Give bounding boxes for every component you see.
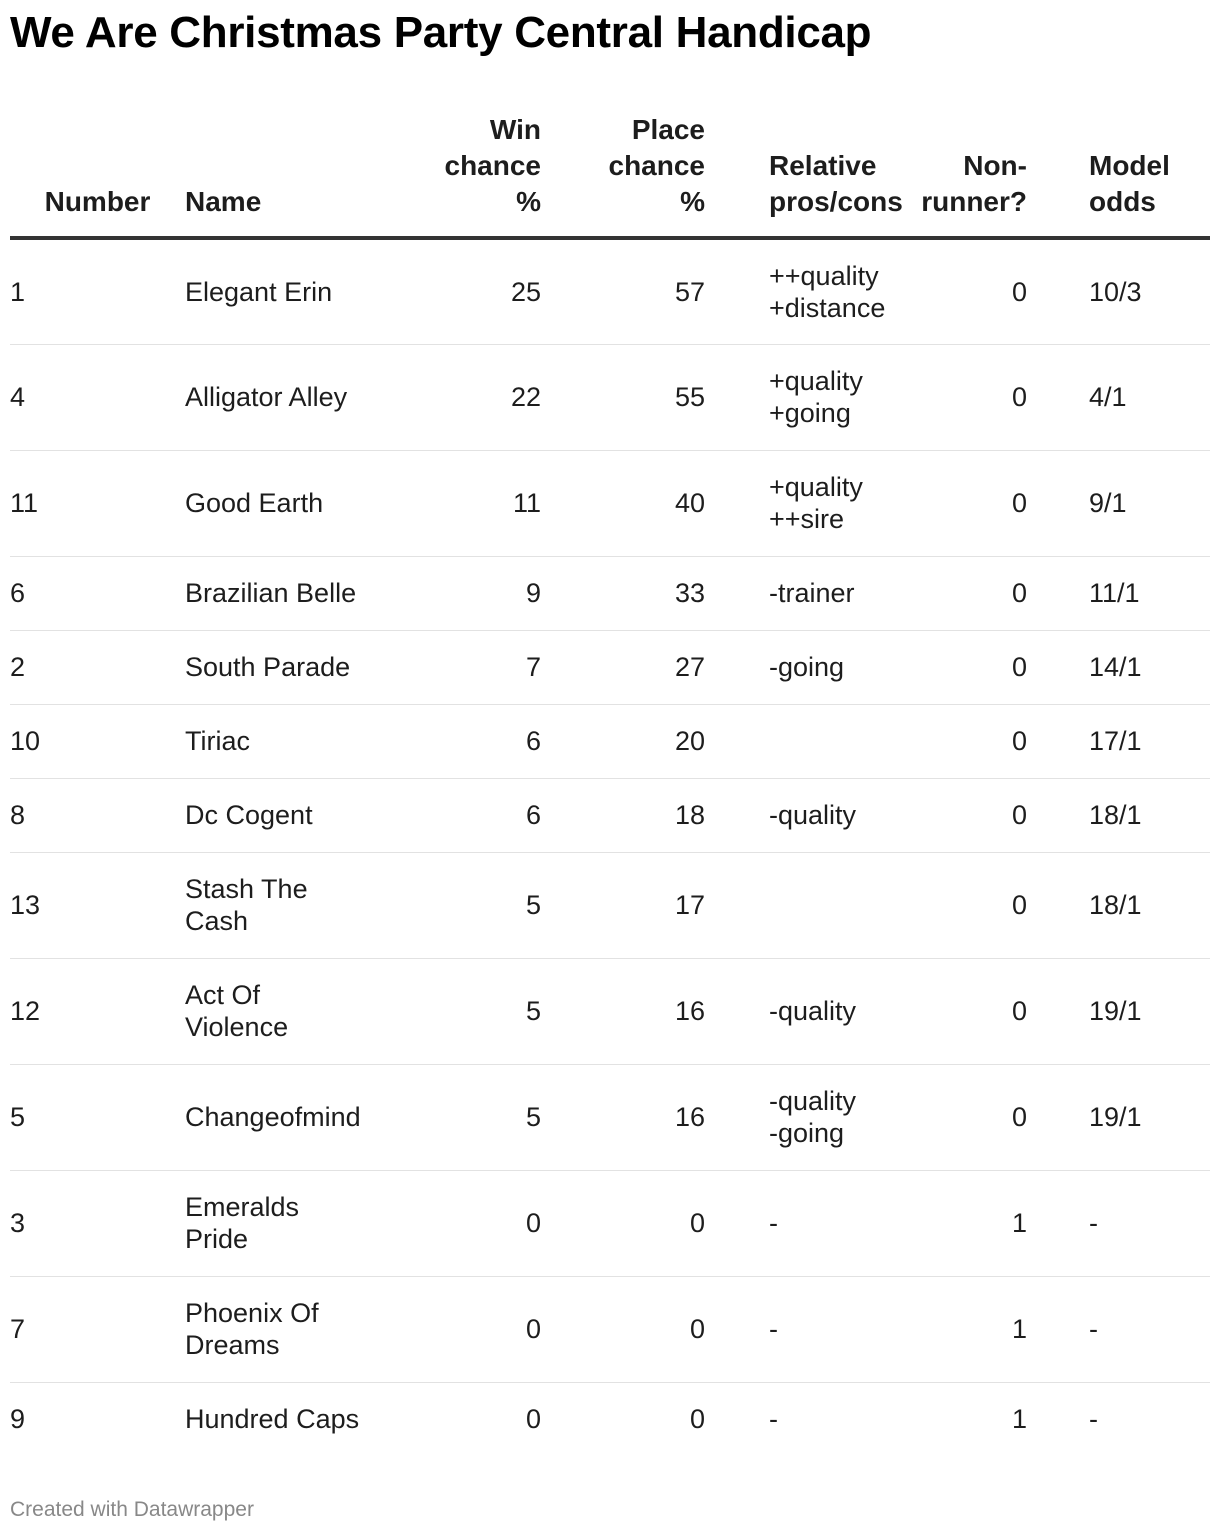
cell-odds: - (1089, 1404, 1098, 1435)
cell-win: 6 (395, 704, 546, 778)
cell-pros (710, 344, 890, 450)
table-row (10, 704, 1210, 778)
table-body (10, 238, 1210, 1456)
name-line: Cash (185, 906, 249, 936)
cell-odds: 9/1 (1073, 450, 1210, 556)
cell-pros (710, 450, 890, 556)
table-row (10, 450, 1210, 556)
table-row (10, 958, 1210, 1064)
cell-name (185, 1382, 395, 1456)
cell-win: 7 (395, 630, 546, 704)
cell-win: 5 (395, 852, 546, 958)
header-nr: Non- runner? (890, 112, 1073, 238)
table-row (10, 556, 1210, 630)
cell-place: 27 (546, 630, 710, 704)
cell-win: 9 (395, 556, 546, 630)
cell-nr: 0 (890, 1064, 1073, 1170)
header-row (10, 112, 1210, 238)
cell-place: 16 (546, 1064, 710, 1170)
cell-name (185, 704, 395, 778)
pros-line: - (769, 1404, 778, 1435)
cell-place: 18 (546, 778, 710, 852)
cell-number: 3 (10, 1170, 185, 1276)
header-pros: Relative pros/cons (710, 112, 890, 238)
cell-number: 10 (10, 704, 185, 778)
cell-pros (710, 1276, 890, 1382)
name-line: Hundred Caps (185, 1404, 360, 1435)
cell-pros (710, 556, 890, 630)
cell-odds: 18/1 (1073, 778, 1210, 852)
name-line: South Parade (185, 652, 351, 682)
name-line: Elegant Erin (185, 276, 333, 307)
cell-odds: 11/1 (1073, 556, 1210, 630)
cell-nr: 0 (890, 958, 1073, 1064)
cell-name (185, 958, 395, 1064)
cell-win: 6 (395, 778, 546, 852)
pros-line: - (769, 1314, 778, 1344)
cell-number: 2 (10, 630, 185, 704)
cell-number: 1 (10, 238, 185, 344)
name-line: Dc Cogent (185, 800, 313, 830)
pros-line: ++sire (769, 504, 845, 534)
table-row (10, 1064, 1210, 1170)
cell-odds: 10/3 (1073, 238, 1210, 344)
cell-nr: 0 (890, 704, 1073, 778)
footer-credit: Created with Datawrapper (10, 1498, 254, 1521)
cell-pros (710, 852, 890, 958)
name-line: Stash The (185, 874, 308, 904)
table-row (10, 1276, 1210, 1382)
pros-line: -quality (769, 996, 857, 1026)
pros-line: +going (769, 398, 851, 428)
cell-place: 0 (546, 1276, 710, 1382)
header-number: Number (10, 112, 185, 238)
cell-pros (710, 704, 890, 778)
cell-number: 4 (10, 344, 185, 450)
pros-line: +distance (769, 292, 886, 323)
cell-nr: 0 (890, 778, 1073, 852)
header-name: Name (185, 112, 395, 238)
table-row (10, 630, 1210, 704)
cell-name (185, 344, 395, 450)
pros-line: +quality (769, 472, 863, 502)
cell-nr: 0 (890, 238, 1073, 344)
name-line: Act Of (185, 980, 261, 1010)
header-odds: Model odds (1073, 112, 1210, 238)
cell-pros (710, 1382, 890, 1456)
cell-pros (710, 1170, 890, 1276)
cell-place: 20 (546, 704, 710, 778)
cell-pros (710, 958, 890, 1064)
cell-win: 25 (395, 238, 546, 344)
pros-line: -trainer (769, 578, 855, 608)
cell-nr: 0 (890, 450, 1073, 556)
name-line: Brazilian Belle (185, 578, 357, 608)
pros-line: ++quality (769, 260, 879, 291)
name-line: Emeralds (185, 1192, 300, 1222)
cell-win: 5 (395, 958, 546, 1064)
cell-win: 0 (395, 1276, 546, 1382)
cell-nr: 1 (890, 1170, 1073, 1276)
cell-odds: 19/1 (1073, 958, 1210, 1064)
cell-name (185, 630, 395, 704)
cell-number: 12 (10, 958, 185, 1064)
cell-pros (710, 630, 890, 704)
cell-name (185, 1170, 395, 1276)
cell-odds: - (1073, 1170, 1210, 1276)
table-row (10, 852, 1210, 958)
cell-nr: 0 (890, 630, 1073, 704)
header-win: Win chance % (395, 112, 546, 238)
cell-win: 5 (395, 1064, 546, 1170)
cell-number: 13 (10, 852, 185, 958)
pros-line: - (769, 1208, 778, 1238)
table-container (10, 112, 1210, 1456)
table-row (10, 1382, 1210, 1456)
cell-place: 0 (689, 1404, 705, 1435)
cell-odds: 4/1 (1073, 344, 1210, 450)
cell-nr: 0 (890, 556, 1073, 630)
chart-title: We Are Christmas Party Central Handicap (10, 8, 872, 57)
cell-place: 57 (546, 238, 710, 344)
cell-nr: 1 (890, 1276, 1073, 1382)
pros-line: -going (769, 652, 845, 682)
pros-line: +quality (769, 366, 863, 396)
table-row (10, 238, 1210, 344)
cell-number: 7 (10, 1276, 185, 1382)
cell-win: 22 (395, 344, 546, 450)
cell-number: 6 (10, 556, 185, 630)
cell-win: 11 (395, 450, 546, 556)
name-line: Pride (185, 1224, 249, 1254)
cell-name (185, 778, 395, 852)
cell-odds: 18/1 (1073, 852, 1210, 958)
name-line: Dreams (185, 1330, 280, 1360)
cell-pros (710, 778, 890, 852)
cell-nr: 1 (1011, 1404, 1027, 1435)
table-row (10, 1170, 1210, 1276)
cell-nr: 0 (890, 852, 1073, 958)
cell-place: 40 (546, 450, 710, 556)
cell-win: 0 (525, 1404, 541, 1435)
cell-number: 11 (10, 450, 185, 556)
cell-place: 17 (546, 852, 710, 958)
handicap-table (10, 112, 1210, 1456)
cell-name (185, 238, 395, 344)
cell-place: 33 (546, 556, 710, 630)
cell-pros (710, 238, 890, 344)
pros-line: -quality (769, 1086, 857, 1116)
cell-odds: 19/1 (1073, 1064, 1210, 1170)
cell-name (185, 450, 395, 556)
cell-odds: 17/1 (1073, 704, 1210, 778)
cell-name (185, 1064, 395, 1170)
cell-pros (710, 1064, 890, 1170)
name-line: Tiriac (185, 726, 250, 756)
cell-number: 8 (10, 778, 185, 852)
name-line: Alligator Alley (185, 382, 348, 412)
name-line: Good Earth (185, 488, 324, 518)
cell-odds: - (1073, 1276, 1210, 1382)
cell-name (185, 556, 395, 630)
cell-place: 0 (546, 1170, 710, 1276)
name-line: Changeofmind (185, 1102, 361, 1132)
cell-odds: 14/1 (1073, 630, 1210, 704)
pros-line: -going (769, 1118, 845, 1148)
cell-number: 9 (10, 1404, 26, 1435)
table-row (10, 778, 1210, 852)
table-row (10, 344, 1210, 450)
cell-number: 5 (10, 1064, 185, 1170)
header-place: Place chance % (546, 112, 710, 238)
cell-nr: 0 (890, 344, 1073, 450)
cell-win: 0 (395, 1170, 546, 1276)
cell-name (185, 1276, 395, 1382)
pros-line: -quality (769, 800, 857, 830)
name-line: Phoenix Of (185, 1298, 319, 1328)
name-line: Violence (185, 1012, 289, 1042)
cell-name (185, 852, 395, 958)
cell-place: 55 (546, 344, 710, 450)
cell-place: 16 (546, 958, 710, 1064)
